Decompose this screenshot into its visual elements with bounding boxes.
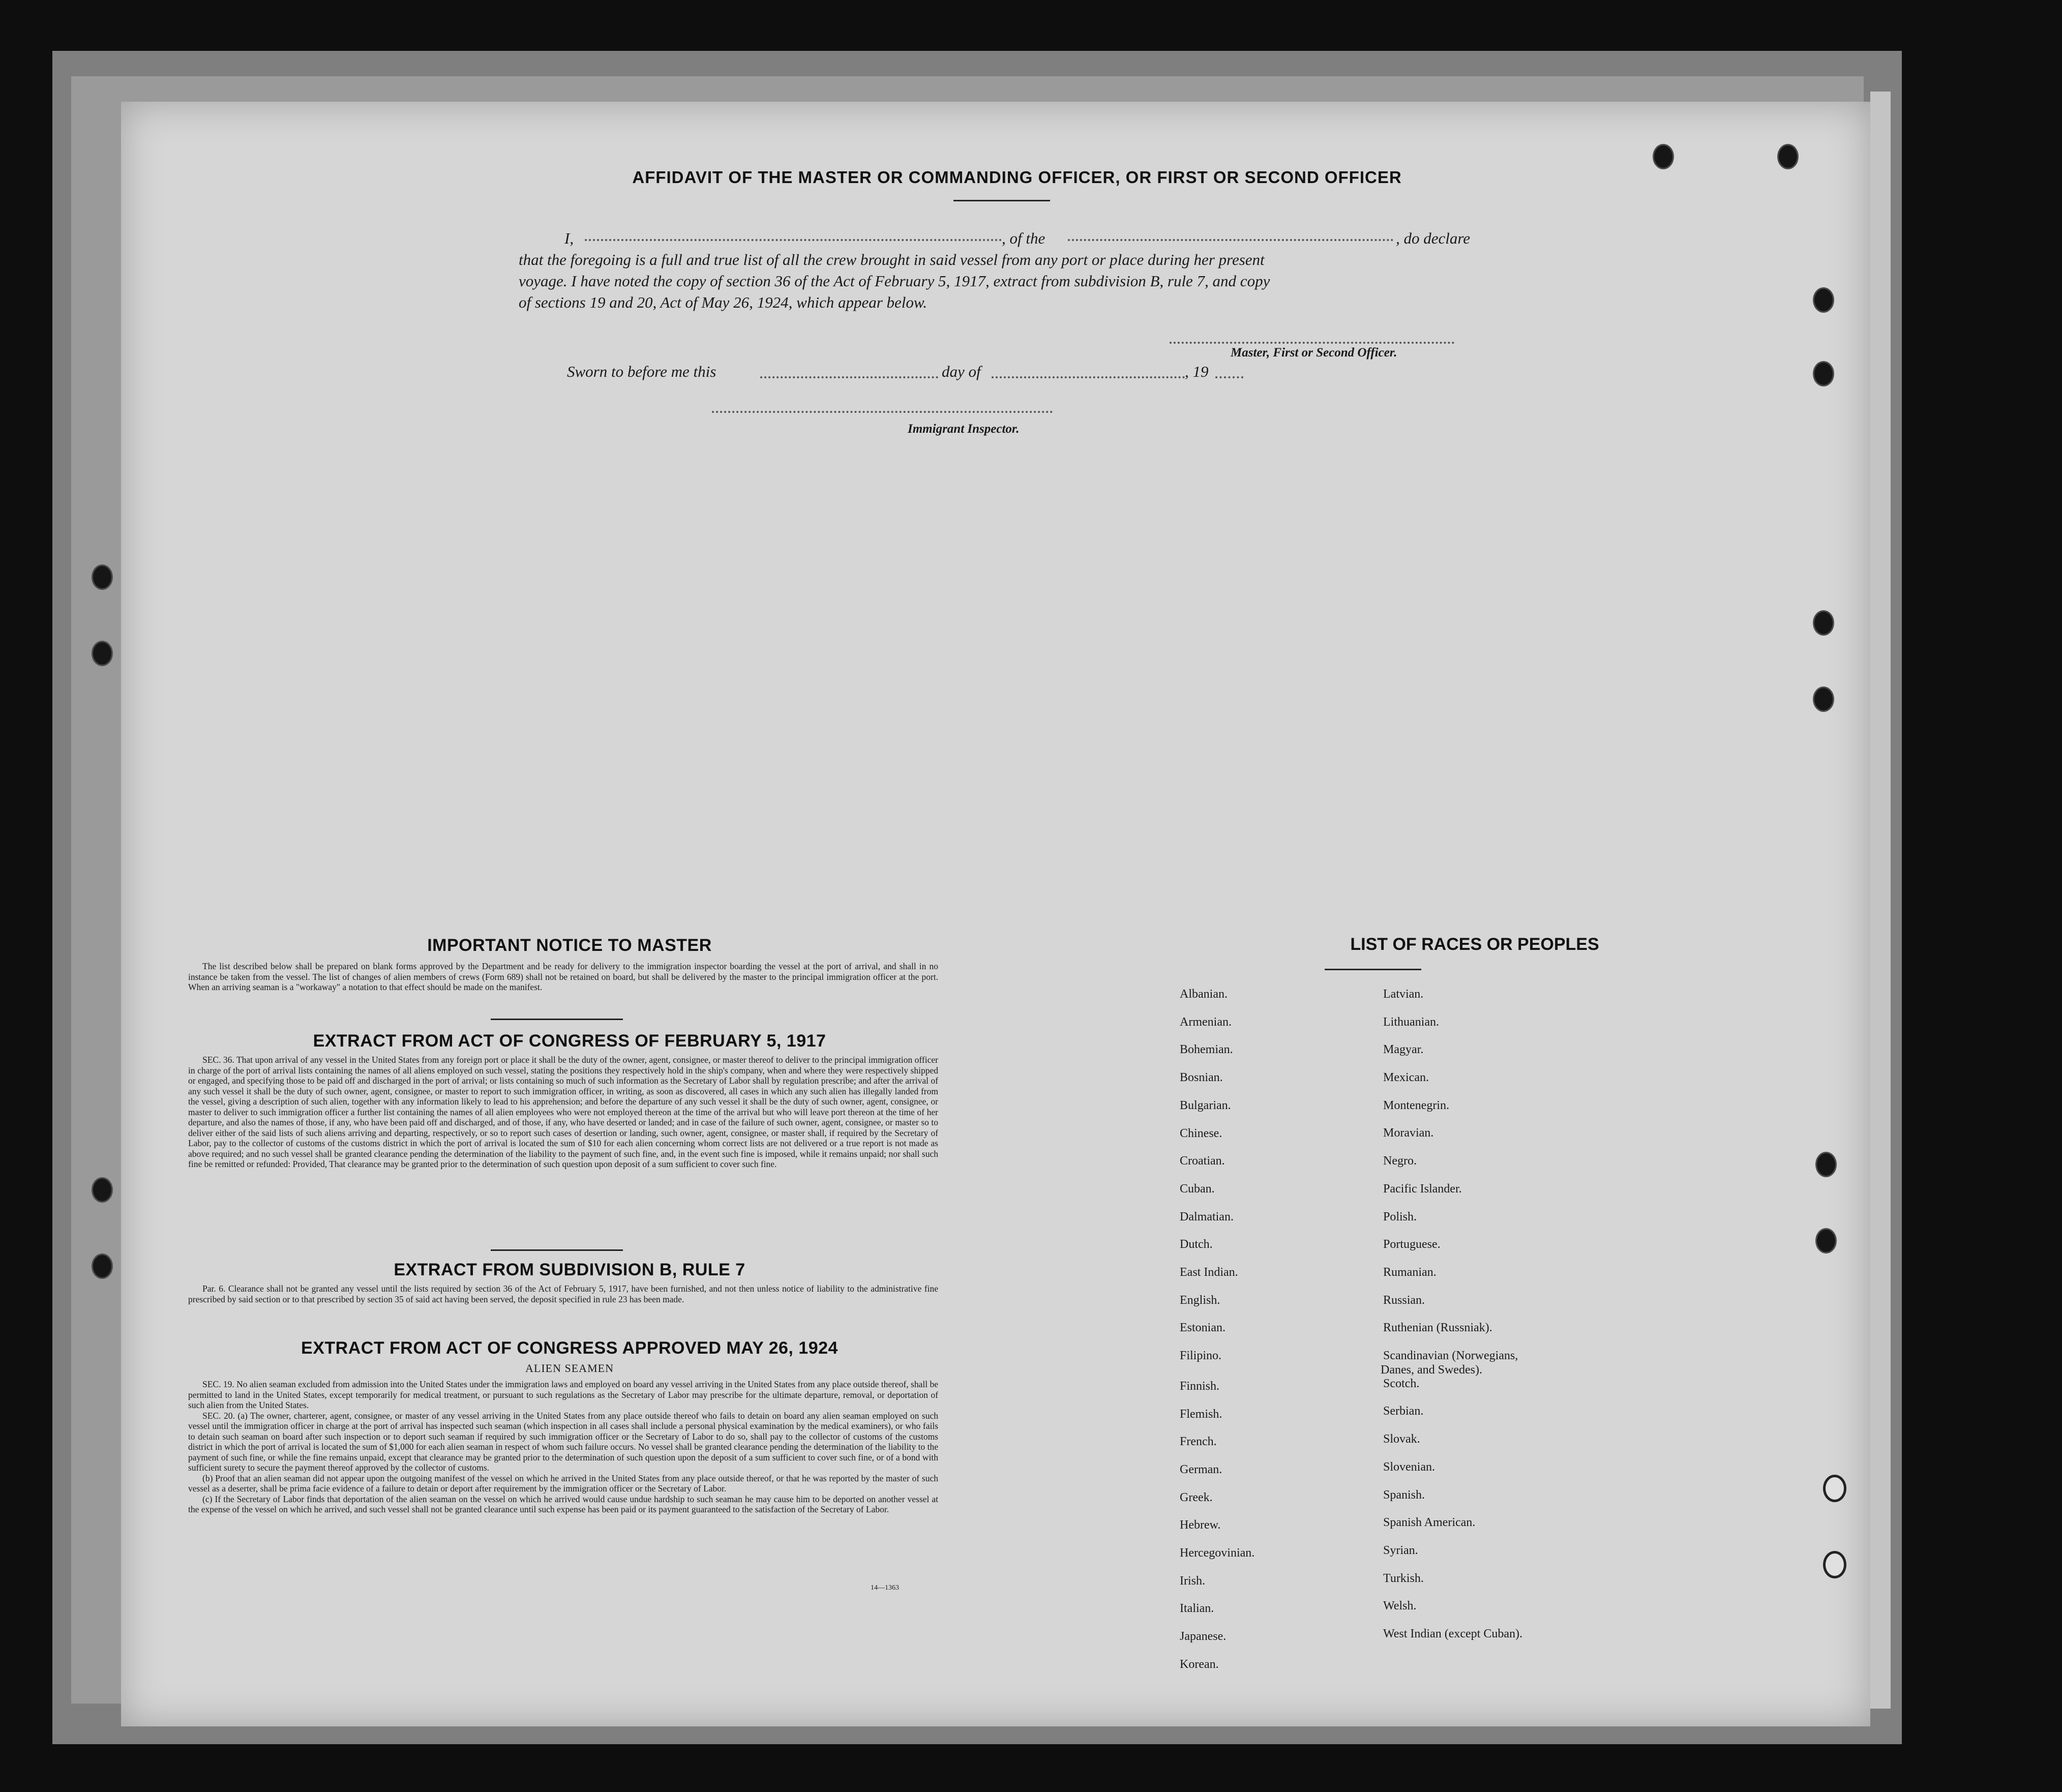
section-20c-paragraph: (c) If the Secretary of Labor finds that deportation of the alien seaman on the vessel on which he arrived would cause undue hardship to such seaman he may cause him to be deported on another vessel at the expense of the vessel on which he arrived, and such vessel shall not be granted clearance until such expense has been paid or its payment guaranteed to the satisfaction of the Secretary of Labor. <box>188 1494 938 1514</box>
race-item: Greek. <box>1180 1491 1213 1504</box>
sworn-label: Sworn to before me this <box>567 363 716 380</box>
section-19-paragraph: SEC. 19. No alien seaman excluded from admission into the United States under the immigration laws and employed on board any vessel arriving in the United States from any place outside thereof, shall be permitted to land in the United States, except temporarily for medical treatment, or pursuant to such regulations as the Secretary of Labor may prescribe for the ultimate departure, removal, or deportation of such alien from the United States. <box>188 1379 938 1410</box>
race-item: Pacific Islander. <box>1383 1182 1462 1196</box>
race-item: Dutch. <box>1180 1238 1213 1251</box>
affidavit-body-line: of sections 19 and 20, Act of May 26, 1924, which appear below. <box>519 293 928 311</box>
race-item: Slovak. <box>1383 1432 1420 1446</box>
race-item: Estonian. <box>1180 1321 1226 1334</box>
race-item: Italian. <box>1180 1602 1214 1615</box>
race-item: Montenegrin. <box>1383 1099 1449 1112</box>
race-item: Ruthenian (Russniak). <box>1383 1321 1492 1334</box>
race-item: German. <box>1180 1463 1222 1476</box>
divider <box>491 1019 623 1020</box>
race-item: Hercegovinian. <box>1180 1546 1255 1560</box>
divider <box>491 1249 623 1251</box>
affidavit-line-declare: , do declare <box>1396 229 1471 247</box>
binder-hole <box>1653 144 1674 169</box>
race-item: Magyar. <box>1383 1043 1424 1056</box>
sworn-month-blank[interactable] <box>992 376 1185 378</box>
race-item: Irish. <box>1180 1574 1205 1588</box>
race-item: Slovenian. <box>1383 1460 1435 1474</box>
race-item: Scandinavian (Norwegians, <box>1383 1349 1518 1362</box>
affidavit-line-of-the: , of the <box>1002 229 1045 247</box>
binder-hole <box>1815 1228 1837 1253</box>
binder-hole <box>92 1253 113 1279</box>
race-item: Finnish. <box>1180 1380 1220 1393</box>
binder-hole <box>1815 1152 1837 1177</box>
extract-rule7-title: EXTRACT FROM SUBDIVISION B, RULE 7 <box>394 1260 745 1279</box>
race-item: Armenian. <box>1180 1016 1232 1029</box>
notice-text <box>188 961 938 993</box>
binder-hole <box>1813 361 1834 386</box>
affidavit-body-line: voyage. I have noted the copy of section 36 of the Act of February 5, 1917, extract from subdivision B, rule 7, and copy <box>519 272 1270 290</box>
binder-hole <box>1813 287 1834 313</box>
race-item: Chinese. <box>1180 1127 1222 1140</box>
race-item: Filipino. <box>1180 1349 1222 1362</box>
race-item: French. <box>1180 1435 1217 1448</box>
inspector-signature-blank[interactable] <box>712 411 1053 413</box>
divider <box>953 200 1050 201</box>
divider <box>1325 969 1421 970</box>
race-item: Flemish. <box>1180 1408 1222 1421</box>
race-item: Russian. <box>1383 1294 1425 1307</box>
race-item: Welsh. <box>1383 1599 1417 1612</box>
race-item: Dalmatian. <box>1180 1210 1234 1223</box>
extract-rule7-text <box>188 1283 938 1304</box>
binder-hole <box>1823 1475 1846 1502</box>
race-item: Portuguese. <box>1383 1238 1441 1251</box>
race-item: Bosnian. <box>1180 1071 1223 1084</box>
affidavit-title: AFFIDAVIT OF THE MASTER OR COMMANDING OFFICER, OR FIRST OR SECOND OFFICER <box>632 168 1402 187</box>
extract-1924-text <box>188 1379 938 1515</box>
race-item: Mexican. <box>1383 1071 1429 1084</box>
race-item: Bulgarian. <box>1180 1099 1231 1112</box>
race-item: West Indian (except Cuban). <box>1383 1627 1522 1640</box>
race-item: Lithuanian. <box>1383 1016 1439 1029</box>
races-title: LIST OF RACES OR PEOPLES <box>1350 935 1599 954</box>
race-item: Bohemian. <box>1180 1043 1233 1056</box>
affidavit-body-line: that the foregoing is a full and true list of all the crew brought in said vessel from any port or place during her present <box>519 251 1265 268</box>
race-item: Korean. <box>1180 1658 1219 1671</box>
affidavit-line-i: I, <box>564 229 574 247</box>
race-item: Scotch. <box>1383 1377 1420 1390</box>
section-20a-paragraph: SEC. 20. (a) The owner, charterer, agent, consignee, or master of any vessel arriving in the United States from any place outside thereof who fails to detain on board any alien seaman employed on such vessel until the immigration officer in charge at the port of arrival has inspected such seaman (which inspection in all cases shall include a personal physical examination by the medical examiners), or who fails to detain such seaman on board after such inspection or to deport such seaman if required by such immigration officer or the Secretary of Labor to do so, shall pay to the collector of customs of the customs district in which the port of arrival is located the sum of $1,000 for each alien seaman in respect of whom such failure occurs. No vessel shall be granted clearance pending the determination of the liability to the payment of such fine, or while the fine remains unpaid, except that clearance may be granted prior to the determination of such question upon the deposit of a sum sufficient to cover such fine, or of a bond with sufficient surety to secure the payment thereof approved by the collector of customs. <box>188 1410 938 1473</box>
race-item: Croatian. <box>1180 1154 1225 1168</box>
race-item: East Indian. <box>1180 1266 1238 1279</box>
race-item: English. <box>1180 1294 1220 1307</box>
race-item: Rumanian. <box>1383 1266 1437 1279</box>
extract-1924-title: EXTRACT FROM ACT OF CONGRESS APPROVED MAY 26, 1924 <box>301 1338 838 1358</box>
binder-hole <box>1813 610 1834 636</box>
race-item: Negro. <box>1383 1154 1417 1168</box>
binder-hole <box>92 641 113 666</box>
binder-hole <box>1777 144 1799 169</box>
section-36-paragraph: SEC. 36. That upon arrival of any vessel in the United States from any foreign port or place it shall be the duty of the owner, agent, consignee, or master thereof to deliver to the principal immigration officer in charge of the port of arrival lists containing the names of all aliens employed on such vessel, stating the positions they respectively hold in the ship's company, when and where they were respectively shipped or engaged, and specifying those to be paid off and discharged in the port of arrival; or lists containing so much of such information as the Secretary of Labor shall by regulation prescribe; and after the arrival of any such vessel it shall be the duty of such owner, agent, consignee, or master to report to such immigration officer, in writing, as soon as discovered, all cases in which any such alien has illegally landed from the vessel, giving a description of such alien, together with any information likely to lead to his apprehension; and before the departure of any such vessel it shall be the duty of such owner, agent, consignee, or master to deliver to such immigration officer a further list containing the names of all alien employees who were not employed thereon at the time of the arrival but who will leave port thereon at the time of her departure, and also the names of those, if any, who have been paid off and discharged, and of those, if any, who have deserted or landed; and in case of the failure of such owner, agent, consignee, or master so to deliver either of the said lists of such aliens arriving and departing, respectively, or so to report such cases of desertion or landing, such owner, agent, consignee, or master shall, if required by the Secretary of Labor, pay to the collector of customs of the customs district in which the port of arrival is located the sum of $10 for each alien concerning whom correct lists are not delivered or a true report is not made as above required; and no such vessel shall be granted clearance pending the determination of the liability to the payment of such fine, and, in the event such fine is imposed, while it remains unpaid; nor shall such fine be remitted or refunded: Provided, That clearance may be granted prior to the determination of such question upon deposit of a sum sufficient to cover such fine. <box>188 1055 938 1169</box>
notice-title: IMPORTANT NOTICE TO MASTER <box>427 936 712 955</box>
race-item: Serbian. <box>1383 1405 1424 1418</box>
race-item: Moravian. <box>1383 1126 1434 1140</box>
binder-hole <box>1823 1551 1846 1578</box>
binder-hole <box>1813 686 1834 712</box>
extract-1917-text <box>188 1055 938 1170</box>
race-item: Cuban. <box>1180 1182 1215 1196</box>
section-20b-paragraph: (b) Proof that an alien seaman did not appear upon the outgoing manifest of the vessel on which he arrived in the United States from any place outside thereof, or that he was reported by the master of such vessel as a deserter, shall be prima facie evidence of a failure to detain or deport after requirement by the immigration officer or the Secretary of Labor. <box>188 1473 938 1494</box>
race-item: Japanese. <box>1180 1630 1227 1643</box>
binder-hole <box>92 1177 113 1203</box>
race-item: Polish. <box>1383 1210 1417 1223</box>
race-item: Syrian. <box>1383 1544 1418 1557</box>
extract-1917-title: EXTRACT FROM ACT OF CONGRESS OF FEBRUARY 5, 1917 <box>313 1031 826 1051</box>
sworn-day-blank[interactable] <box>760 376 938 378</box>
signature-blank[interactable] <box>1170 342 1454 344</box>
race-item: Latvian. <box>1383 988 1424 1001</box>
day-of-label: day of <box>942 363 981 380</box>
race-item: Spanish American. <box>1383 1516 1476 1529</box>
race-item: Hebrew. <box>1180 1518 1221 1532</box>
notice-paragraph: The list described below shall be prepared on blank forms approved by the Department and be ready for delivery to the immigration inspector boarding the vessel at the port of arrival, and shall in no instance be taken from the vessel. The list of changes of alien members of crews (Form 689) shall not be retained on board, but shall be delivered by the master to the principal immigration officer at the port. When an arriving seaman is a "workaway" a notation to that effect should be made on the manifest. <box>188 961 938 992</box>
year-label: , 19 <box>1185 363 1209 380</box>
form-number: 14—1363 <box>871 1584 899 1592</box>
race-item: Danes, and Swedes). <box>1381 1363 1482 1377</box>
sworn-year-blank[interactable] <box>1215 376 1243 378</box>
alien-seamen-subtitle: ALIEN SEAMEN <box>525 1362 614 1375</box>
inspector-label: Immigrant Inspector. <box>908 422 1020 436</box>
vessel-blank[interactable] <box>1068 239 1393 241</box>
race-item: Turkish. <box>1383 1572 1424 1585</box>
rule7-paragraph: Par. 6. Clearance shall not be granted any vessel until the lists required by section 36 of the Act of February 5, 1917, have been furnished, and not then unless notice of liability to the administrative fine prescribed by said section or to that prescribed by section 35 of said act having been served, the deposit specified in rule 23 has been made. <box>188 1283 938 1304</box>
name-blank[interactable] <box>585 239 1002 241</box>
race-item: Spanish. <box>1383 1488 1425 1502</box>
page-edge <box>1870 92 1891 1709</box>
master-label: Master, First or Second Officer. <box>1231 346 1397 360</box>
race-item: Albanian. <box>1180 988 1228 1001</box>
binder-hole <box>92 564 113 590</box>
